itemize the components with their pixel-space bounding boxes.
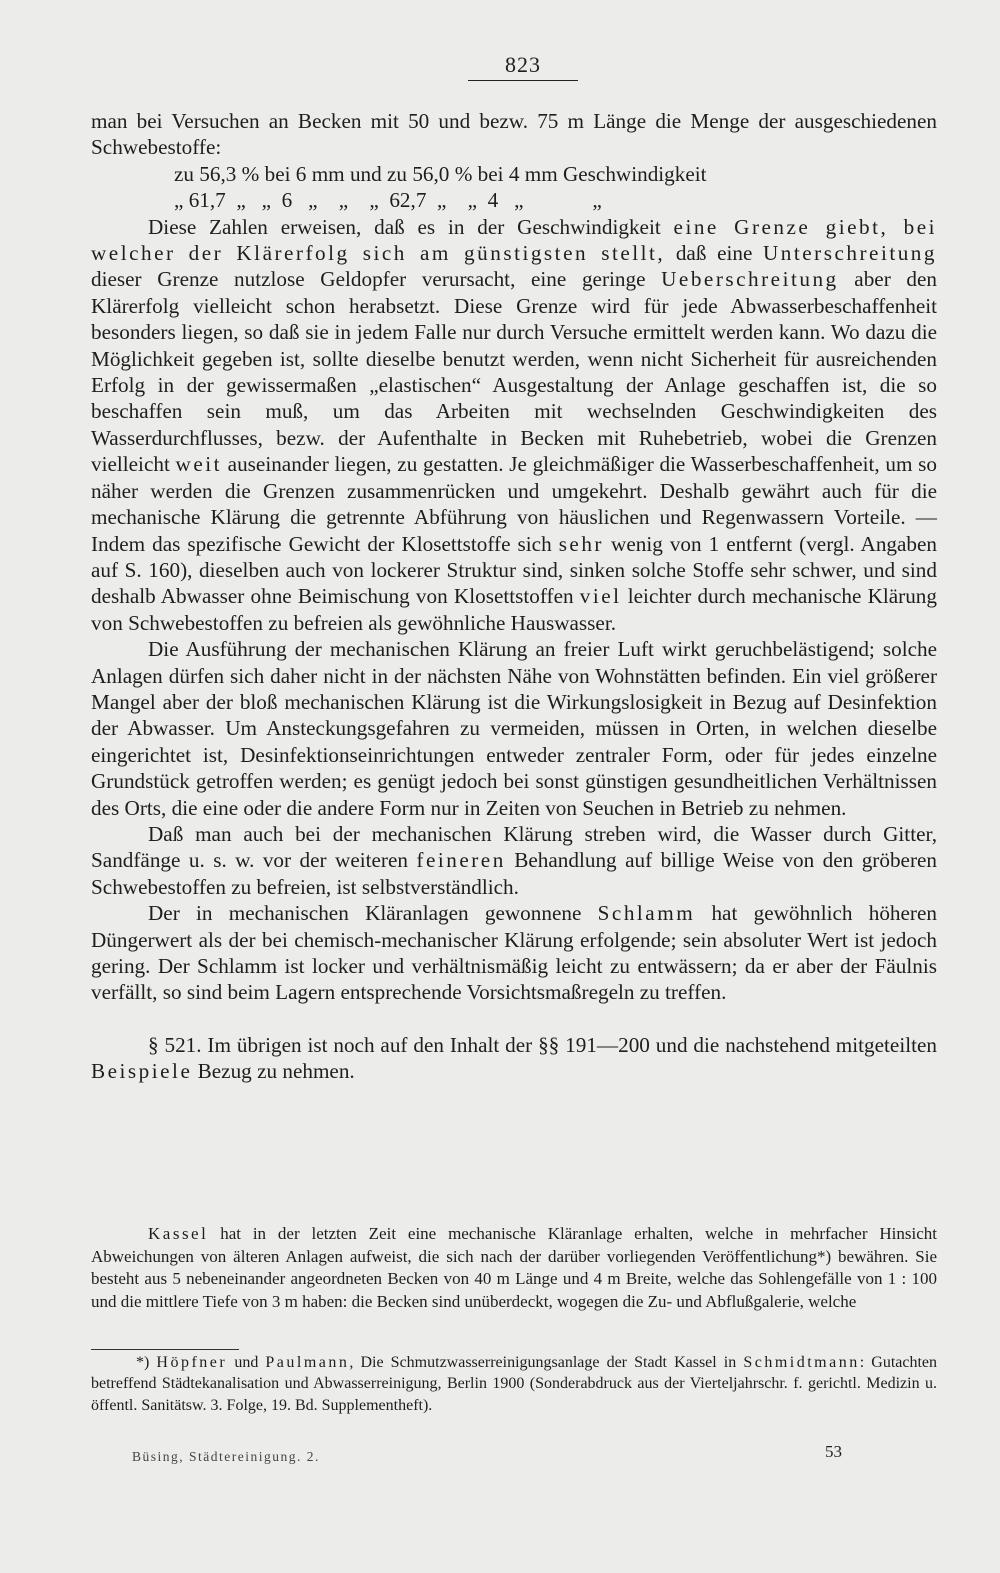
small-print <box>91 1223 937 1313</box>
paragraph: Die Ausführung der mechanischen Klärung an freier Luft wirkt geruchbelästigend; solche Anlagen dürfen sich daher nicht in der nächsten Nähe von Wohnstätten befinden. Ein viel größerer Mangel aber der bloß mechanischen Klärung ist die Wirkungslosigkeit in Bezug auf Desinfektion der Abwasser. Um Ansteckungsgefahren zu vermeiden, müssen in Orten, in welchen dieselbe eingerichtet ist, Desinfektionseinrichtungen entweder zentraler Form, oder für jedes einzelne Grundstück getroffen werden; es genügt jedoch bei sonst günstigen gesundheitlichen Verhältnissen des Orts, die eine oder die andere Form nur in Zeiten von Seuchen in Betrieb zu nehmen. <box>91 637 937 820</box>
section-paragraph: § 521. Im übrigen ist noch auf den Inhalt der §§ 191—200 und die nachstehend mitgeteilten Beispiele Bezug zu nehmen. <box>91 1032 937 1084</box>
page-number-rule <box>468 80 578 81</box>
emphasis: Ueberschreitung <box>661 267 839 292</box>
emphasis: sehr <box>558 531 604 556</box>
footer-sheet-number: 53 <box>825 1442 842 1461</box>
emphasis: Schlamm <box>597 901 696 926</box>
footer-signature: Büsing, Städtereinigung. 2. <box>132 1449 320 1464</box>
emphasis: Kassel <box>148 1224 209 1243</box>
emphasis: Höpfner <box>156 1354 228 1371</box>
paragraph: Der in mechanischen Kläranlagen gewonnene Schlamm hat gewöhnlich höheren Düngerwert als der bei chemisch-mechanischer Klärung erfolgende; sein absoluter Wert ist jedoch gering. Der Schlamm ist locker und verhältnismäßig leicht zu entwässern; da er aber der Fäulnis verfällt, so sind beim Lagern entsprechende Vorsichtsmaßregeln zu treffen. <box>91 901 937 1005</box>
paragraph: Kassel hat in der letzten Zeit eine mechanische Kläranlage erhalten, welche in mehrfacher Hinsicht Abweichungen von älteren Anlagen aufweist, die sich nach der darüber vorliegenden Veröffentlichung*) bewähren. Sie besteht aus 5 nebeneinander angeordneten Becken von 40 m Länge und 4 m Breite, welche das Sohlengefälle von 1 : 100 und die mittlere Tiefe von 3 m haben: die Becken sind unüberdeckt, wogegen die Zu- und Abflußgalerie, welche <box>91 1224 937 1311</box>
emphasis: feineren <box>416 848 506 873</box>
emphasis: Beispiele <box>91 1059 193 1084</box>
emphasis: eine Grenze giebt, bei welcher der Klärerfolg sich am günstigsten stellt, <box>91 214 937 266</box>
paragraph: Diese Zahlen erweisen, daß es in der Geschwindigkeit eine Grenze giebt, bei welcher der Klärerfolg sich am günstigsten stellt, daß eine Unterschreitung dieser Grenze nutzlose Geldopfer verursacht, eine geringe Ueberschreitung aber den Klärerfolg vielleicht schon herabsetzt. Diese Grenze wird für jede Abwasserbeschaffenheit besonders liegen, so daß sie in jedem Falle nur durch Versuche ermittelt werden kann. Wo dazu die Möglichkeit gegeben ist, sollte dieselbe benutzt werden, wenn nicht Sicherheit für ausreichenden Erfolg in der gewissermaßen „elastischen“ Ausgestaltung der Anlage geschaffen ist, die so beschaffen sein muß, um das Arbeiten mit wechselnden Geschwindigkeiten des Wasserdurchflusses, bezw. der Aufenthalte in Becken mit Ruhebetrieb, wobei die Grenzen vielleicht weit auseinander liegen, zu gestatten. Je gleichmäßiger die Wasserbeschaffenheit, um so näher werden die Grenzen zusammenrücken und umgekehrt. Deshalb gewährt auch für die mechanische Klärung die getrennte Abführung von häuslichen und Regenwassern Vorteile. — Indem das spezifische Gewicht der Klosettstoffe sich sehr wenig von 1 entfernt (vergl. Angaben auf S. 160), dieselben auch von lockerer Struktur sind, sinken solche Stoffe sehr schwer, und sind deshalb Abwasser ohne Beimischung von Klosettstoffen viel leichter durch mechanische Klärung von Schwebestoffen zu befreien als gewöhnliche Hauswasser. <box>91 214 937 635</box>
emphasis: Schmidtmann <box>743 1354 860 1371</box>
body-text <box>91 108 937 1085</box>
footnotes <box>91 1352 937 1416</box>
table-row: zu 56,3 % bei 6 mm und zu 56,0 % bei 4 mm Geschwindigkeit <box>174 161 707 186</box>
emphasis: viel <box>579 584 622 609</box>
emphasis: Unterschreitung <box>763 241 937 266</box>
paragraph: Daß man auch bei der mechanischen Klärung streben wird, die Wasser durch Gitter, Sandfänge u. s. w. vor der weiteren feineren Behandlung auf billige Weise von den gröberen Schwebestoffen zu befreien, ist selbstverständlich. <box>91 821 938 899</box>
emphasis: Paulmann <box>265 1354 350 1371</box>
emphasis: weit <box>175 452 222 477</box>
page-number: 823 <box>505 52 541 77</box>
footnote-rule <box>91 1349 239 1350</box>
paragraph: man bei Versuchen an Becken mit 50 und bezw. 75 m Länge die Menge der ausgeschiedenen Schwebestoffe: <box>91 109 937 160</box>
table-row: „ 61,7 „ „ 6 „ „ „ 62,7 „ „ 4 „ „ <box>174 188 602 213</box>
footnote: *) Höpfner und Paulmann, Die Schmutzwasserreinigungsanlage der Stadt Kassel in Schmidtmann: Gutachten betreffend Städtekanalisation und Abwasserreinigung, Berlin 1900 (Sonderabdruck aus der Vierteljahrschr. f. gerichtl. Medizin u. öffentl. Sanitätsw. 3. Folge, 19. Bd. Supplementheft). <box>91 1354 938 1414</box>
